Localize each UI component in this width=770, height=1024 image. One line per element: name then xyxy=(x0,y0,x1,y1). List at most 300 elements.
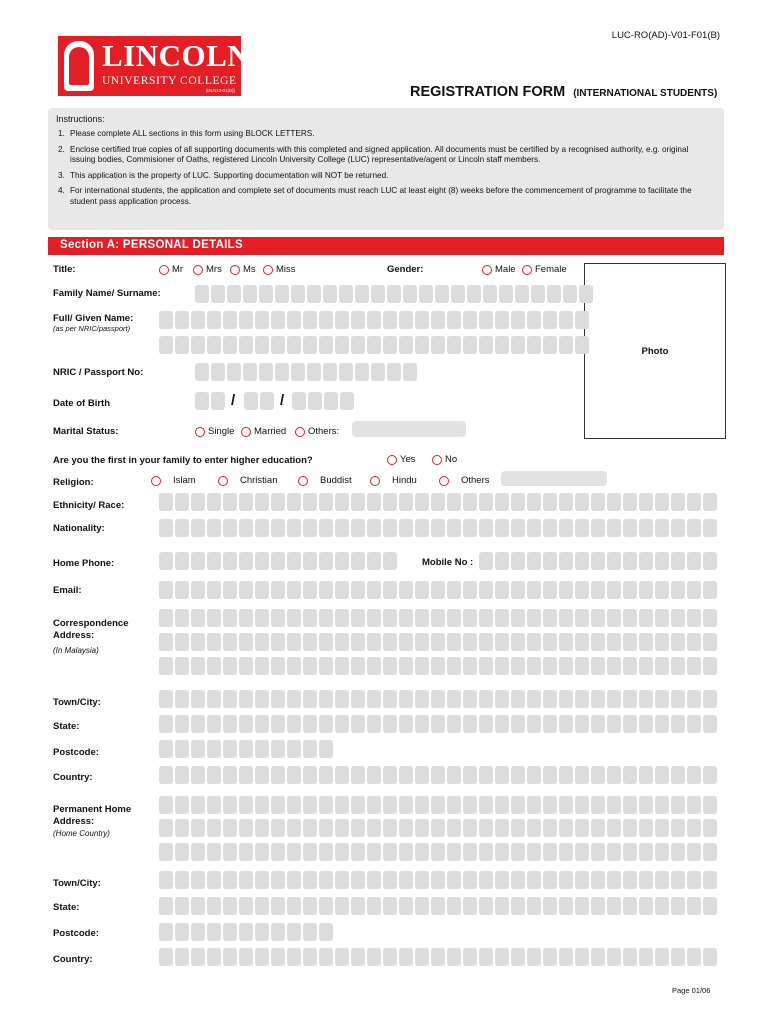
char-box[interactable] xyxy=(591,766,605,784)
char-box[interactable] xyxy=(308,392,322,410)
char-box[interactable] xyxy=(244,392,258,410)
char-box[interactable] xyxy=(271,609,285,627)
char-box[interactable] xyxy=(287,552,301,570)
char-box[interactable] xyxy=(207,493,221,511)
char-box[interactable] xyxy=(195,363,209,381)
char-box[interactable] xyxy=(559,690,573,708)
char-box[interactable] xyxy=(447,657,461,675)
char-box[interactable] xyxy=(607,519,621,537)
char-box[interactable] xyxy=(447,897,461,915)
char-box[interactable] xyxy=(303,766,317,784)
char-box[interactable] xyxy=(671,897,685,915)
char-box[interactable] xyxy=(655,633,669,651)
char-box[interactable] xyxy=(479,311,493,329)
char-box[interactable] xyxy=(527,871,541,889)
nationality-input[interactable] xyxy=(159,519,717,537)
char-box[interactable] xyxy=(591,871,605,889)
char-box[interactable] xyxy=(607,633,621,651)
char-box[interactable] xyxy=(495,336,509,354)
char-box[interactable] xyxy=(159,311,173,329)
char-box[interactable] xyxy=(415,819,429,837)
char-box[interactable] xyxy=(543,581,557,599)
char-box[interactable] xyxy=(175,948,189,966)
char-box[interactable] xyxy=(547,285,561,303)
char-box[interactable] xyxy=(159,871,173,889)
char-box[interactable] xyxy=(447,819,461,837)
char-box[interactable] xyxy=(527,552,541,570)
char-box[interactable] xyxy=(623,871,637,889)
full-name-input-line1[interactable] xyxy=(159,311,589,329)
char-box[interactable] xyxy=(415,336,429,354)
char-box[interactable] xyxy=(383,897,397,915)
char-box[interactable] xyxy=(447,581,461,599)
char-box[interactable] xyxy=(559,897,573,915)
char-box[interactable] xyxy=(255,336,269,354)
char-box[interactable] xyxy=(255,519,269,537)
char-box[interactable] xyxy=(431,657,445,675)
char-box[interactable] xyxy=(223,581,237,599)
char-box[interactable] xyxy=(511,581,525,599)
char-box[interactable] xyxy=(447,609,461,627)
char-box[interactable] xyxy=(191,766,205,784)
char-box[interactable] xyxy=(319,740,333,758)
char-box[interactable] xyxy=(271,552,285,570)
char-box[interactable] xyxy=(575,633,589,651)
char-box[interactable] xyxy=(255,796,269,814)
char-box[interactable] xyxy=(351,819,365,837)
char-box[interactable] xyxy=(671,843,685,861)
char-box[interactable] xyxy=(511,336,525,354)
gender-male-radio[interactable]: Male xyxy=(482,264,516,275)
char-box[interactable] xyxy=(239,897,253,915)
char-box[interactable] xyxy=(591,633,605,651)
char-box[interactable] xyxy=(639,690,653,708)
char-box[interactable] xyxy=(335,690,349,708)
char-box[interactable] xyxy=(271,843,285,861)
char-box[interactable] xyxy=(351,311,365,329)
char-box[interactable] xyxy=(479,948,493,966)
char-box[interactable] xyxy=(175,871,189,889)
char-box[interactable] xyxy=(175,581,189,599)
char-box[interactable] xyxy=(639,633,653,651)
char-box[interactable] xyxy=(623,715,637,733)
char-box[interactable] xyxy=(367,336,381,354)
char-box[interactable] xyxy=(207,923,221,941)
char-box[interactable] xyxy=(207,948,221,966)
char-box[interactable] xyxy=(703,715,717,733)
char-box[interactable] xyxy=(399,493,413,511)
char-box[interactable] xyxy=(463,311,477,329)
char-box[interactable] xyxy=(447,871,461,889)
permanent-address-line1[interactable] xyxy=(159,796,717,814)
char-box[interactable] xyxy=(239,715,253,733)
char-box[interactable] xyxy=(639,493,653,511)
char-box[interactable] xyxy=(239,843,253,861)
char-box[interactable] xyxy=(367,311,381,329)
char-box[interactable] xyxy=(575,897,589,915)
char-box[interactable] xyxy=(671,715,685,733)
char-box[interactable] xyxy=(463,609,477,627)
char-box[interactable] xyxy=(479,657,493,675)
char-box[interactable] xyxy=(575,493,589,511)
char-box[interactable] xyxy=(687,796,701,814)
char-box[interactable] xyxy=(239,740,253,758)
char-box[interactable] xyxy=(447,843,461,861)
char-box[interactable] xyxy=(351,796,365,814)
char-box[interactable] xyxy=(255,819,269,837)
char-box[interactable] xyxy=(191,633,205,651)
char-box[interactable] xyxy=(335,871,349,889)
char-box[interactable] xyxy=(335,633,349,651)
char-box[interactable] xyxy=(447,690,461,708)
char-box[interactable] xyxy=(287,843,301,861)
char-box[interactable] xyxy=(703,843,717,861)
char-box[interactable] xyxy=(511,633,525,651)
char-box[interactable] xyxy=(623,843,637,861)
char-box[interactable] xyxy=(207,819,221,837)
char-box[interactable] xyxy=(271,336,285,354)
char-box[interactable] xyxy=(671,796,685,814)
char-box[interactable] xyxy=(655,871,669,889)
char-box[interactable] xyxy=(367,897,381,915)
char-box[interactable] xyxy=(239,552,253,570)
char-box[interactable] xyxy=(323,363,337,381)
char-box[interactable] xyxy=(191,740,205,758)
char-box[interactable] xyxy=(479,609,493,627)
char-box[interactable] xyxy=(259,285,273,303)
char-box[interactable] xyxy=(687,715,701,733)
char-box[interactable] xyxy=(687,897,701,915)
char-box[interactable] xyxy=(287,740,301,758)
char-box[interactable] xyxy=(159,740,173,758)
char-box[interactable] xyxy=(175,633,189,651)
char-box[interactable] xyxy=(367,690,381,708)
char-box[interactable] xyxy=(207,871,221,889)
char-box[interactable] xyxy=(207,609,221,627)
char-box[interactable] xyxy=(159,843,173,861)
char-box[interactable] xyxy=(415,311,429,329)
char-box[interactable] xyxy=(607,493,621,511)
char-box[interactable] xyxy=(463,336,477,354)
char-box[interactable] xyxy=(543,796,557,814)
char-box[interactable] xyxy=(575,819,589,837)
corr-country-input[interactable] xyxy=(159,766,717,784)
char-box[interactable] xyxy=(271,923,285,941)
religion-others-input[interactable] xyxy=(501,471,607,486)
char-box[interactable] xyxy=(495,715,509,733)
char-box[interactable] xyxy=(703,519,717,537)
char-box[interactable] xyxy=(607,552,621,570)
char-box[interactable] xyxy=(271,657,285,675)
char-box[interactable] xyxy=(447,519,461,537)
char-box[interactable] xyxy=(303,740,317,758)
char-box[interactable] xyxy=(195,392,209,410)
char-box[interactable] xyxy=(399,581,413,599)
religion-others-radio[interactable]: Others xyxy=(439,475,490,486)
char-box[interactable] xyxy=(559,633,573,651)
char-box[interactable] xyxy=(623,519,637,537)
char-box[interactable] xyxy=(271,519,285,537)
char-box[interactable] xyxy=(623,581,637,599)
char-box[interactable] xyxy=(415,657,429,675)
char-box[interactable] xyxy=(383,690,397,708)
photo-box[interactable] xyxy=(584,263,726,439)
char-box[interactable] xyxy=(639,843,653,861)
char-box[interactable] xyxy=(559,948,573,966)
char-box[interactable] xyxy=(335,657,349,675)
char-box[interactable] xyxy=(399,766,413,784)
char-box[interactable] xyxy=(399,715,413,733)
char-box[interactable] xyxy=(367,519,381,537)
char-box[interactable] xyxy=(175,336,189,354)
char-box[interactable] xyxy=(655,843,669,861)
char-box[interactable] xyxy=(527,581,541,599)
char-box[interactable] xyxy=(543,897,557,915)
char-box[interactable] xyxy=(191,336,205,354)
char-box[interactable] xyxy=(340,392,354,410)
char-box[interactable] xyxy=(159,519,173,537)
char-box[interactable] xyxy=(431,796,445,814)
char-box[interactable] xyxy=(159,657,173,675)
char-box[interactable] xyxy=(303,796,317,814)
char-box[interactable] xyxy=(255,609,269,627)
char-box[interactable] xyxy=(335,897,349,915)
char-box[interactable] xyxy=(303,609,317,627)
char-box[interactable] xyxy=(319,581,333,599)
family-name-input[interactable] xyxy=(195,285,593,303)
char-box[interactable] xyxy=(287,819,301,837)
char-box[interactable] xyxy=(527,633,541,651)
char-box[interactable] xyxy=(239,871,253,889)
char-box[interactable] xyxy=(175,897,189,915)
char-box[interactable] xyxy=(239,311,253,329)
char-box[interactable] xyxy=(239,690,253,708)
char-box[interactable] xyxy=(495,609,509,627)
char-box[interactable] xyxy=(191,493,205,511)
char-box[interactable] xyxy=(335,311,349,329)
char-box[interactable] xyxy=(559,609,573,627)
char-box[interactable] xyxy=(367,843,381,861)
char-box[interactable] xyxy=(175,493,189,511)
char-box[interactable] xyxy=(307,285,321,303)
char-box[interactable] xyxy=(479,766,493,784)
char-box[interactable] xyxy=(303,552,317,570)
char-box[interactable] xyxy=(399,633,413,651)
religion-hindu-radio[interactable]: Hindu xyxy=(370,475,417,486)
char-box[interactable] xyxy=(527,715,541,733)
char-box[interactable] xyxy=(287,519,301,537)
char-box[interactable] xyxy=(335,581,349,599)
char-box[interactable] xyxy=(175,690,189,708)
char-box[interactable] xyxy=(399,336,413,354)
char-box[interactable] xyxy=(175,519,189,537)
char-box[interactable] xyxy=(671,519,685,537)
char-box[interactable] xyxy=(260,392,274,410)
char-box[interactable] xyxy=(511,657,525,675)
char-box[interactable] xyxy=(687,871,701,889)
char-box[interactable] xyxy=(495,871,509,889)
char-box[interactable] xyxy=(463,493,477,511)
char-box[interactable] xyxy=(639,871,653,889)
char-box[interactable] xyxy=(687,552,701,570)
char-box[interactable] xyxy=(559,552,573,570)
char-box[interactable] xyxy=(287,948,301,966)
char-box[interactable] xyxy=(563,285,577,303)
permanent-address-line3[interactable] xyxy=(159,843,717,861)
char-box[interactable] xyxy=(223,871,237,889)
char-box[interactable] xyxy=(543,871,557,889)
char-box[interactable] xyxy=(655,609,669,627)
char-box[interactable] xyxy=(335,715,349,733)
char-box[interactable] xyxy=(607,581,621,599)
char-box[interactable] xyxy=(271,948,285,966)
char-box[interactable] xyxy=(335,796,349,814)
char-box[interactable] xyxy=(703,897,717,915)
char-box[interactable] xyxy=(431,948,445,966)
char-box[interactable] xyxy=(479,871,493,889)
char-box[interactable] xyxy=(671,581,685,599)
char-box[interactable] xyxy=(527,657,541,675)
char-box[interactable] xyxy=(495,493,509,511)
char-box[interactable] xyxy=(323,285,337,303)
mobile-input[interactable] xyxy=(479,552,717,570)
char-box[interactable] xyxy=(623,633,637,651)
char-box[interactable] xyxy=(575,336,589,354)
char-box[interactable] xyxy=(463,819,477,837)
char-box[interactable] xyxy=(435,285,449,303)
char-box[interactable] xyxy=(639,766,653,784)
char-box[interactable] xyxy=(515,285,529,303)
char-box[interactable] xyxy=(415,519,429,537)
char-box[interactable] xyxy=(511,493,525,511)
char-box[interactable] xyxy=(543,715,557,733)
char-box[interactable] xyxy=(687,609,701,627)
char-box[interactable] xyxy=(415,871,429,889)
char-box[interactable] xyxy=(159,897,173,915)
char-box[interactable] xyxy=(239,493,253,511)
char-box[interactable] xyxy=(703,633,717,651)
char-box[interactable] xyxy=(607,715,621,733)
char-box[interactable] xyxy=(383,581,397,599)
char-box[interactable] xyxy=(687,493,701,511)
char-box[interactable] xyxy=(255,897,269,915)
char-box[interactable] xyxy=(367,657,381,675)
char-box[interactable] xyxy=(383,657,397,675)
char-box[interactable] xyxy=(703,819,717,837)
char-box[interactable] xyxy=(399,843,413,861)
char-box[interactable] xyxy=(575,609,589,627)
char-box[interactable] xyxy=(559,715,573,733)
char-box[interactable] xyxy=(255,690,269,708)
marital-others-input[interactable] xyxy=(352,421,466,437)
char-box[interactable] xyxy=(367,581,381,599)
char-box[interactable] xyxy=(223,766,237,784)
char-box[interactable] xyxy=(351,715,365,733)
char-box[interactable] xyxy=(175,311,189,329)
char-box[interactable] xyxy=(303,871,317,889)
char-box[interactable] xyxy=(367,766,381,784)
char-box[interactable] xyxy=(543,766,557,784)
char-box[interactable] xyxy=(383,633,397,651)
corr-town-input[interactable] xyxy=(159,690,717,708)
char-box[interactable] xyxy=(399,690,413,708)
char-box[interactable] xyxy=(399,609,413,627)
char-box[interactable] xyxy=(191,871,205,889)
char-box[interactable] xyxy=(671,633,685,651)
char-box[interactable] xyxy=(511,819,525,837)
char-box[interactable] xyxy=(239,796,253,814)
char-box[interactable] xyxy=(591,715,605,733)
char-box[interactable] xyxy=(703,657,717,675)
char-box[interactable] xyxy=(495,552,509,570)
char-box[interactable] xyxy=(191,690,205,708)
char-box[interactable] xyxy=(447,715,461,733)
religion-islam-radio[interactable]: Islam xyxy=(151,475,196,486)
first-in-family-yes-radio[interactable]: Yes xyxy=(387,454,416,465)
char-box[interactable] xyxy=(351,948,365,966)
char-box[interactable] xyxy=(527,897,541,915)
marital-others-radio[interactable]: Others: xyxy=(295,426,339,437)
char-box[interactable] xyxy=(703,796,717,814)
perm-state-input[interactable] xyxy=(159,897,717,915)
char-box[interactable] xyxy=(211,285,225,303)
char-box[interactable] xyxy=(255,633,269,651)
char-box[interactable] xyxy=(207,715,221,733)
char-box[interactable] xyxy=(207,311,221,329)
char-box[interactable] xyxy=(655,796,669,814)
char-box[interactable] xyxy=(543,843,557,861)
char-box[interactable] xyxy=(207,657,221,675)
char-box[interactable] xyxy=(287,657,301,675)
char-box[interactable] xyxy=(431,766,445,784)
char-box[interactable] xyxy=(463,690,477,708)
char-box[interactable] xyxy=(339,285,353,303)
char-box[interactable] xyxy=(511,796,525,814)
char-box[interactable] xyxy=(527,519,541,537)
char-box[interactable] xyxy=(319,715,333,733)
char-box[interactable] xyxy=(319,519,333,537)
char-box[interactable] xyxy=(371,363,385,381)
char-box[interactable] xyxy=(255,552,269,570)
char-box[interactable] xyxy=(639,519,653,537)
char-box[interactable] xyxy=(703,948,717,966)
char-box[interactable] xyxy=(543,819,557,837)
char-box[interactable] xyxy=(207,552,221,570)
char-box[interactable] xyxy=(447,493,461,511)
char-box[interactable] xyxy=(351,657,365,675)
char-box[interactable] xyxy=(303,923,317,941)
char-box[interactable] xyxy=(399,819,413,837)
char-box[interactable] xyxy=(415,609,429,627)
char-box[interactable] xyxy=(607,796,621,814)
char-box[interactable] xyxy=(383,796,397,814)
char-box[interactable] xyxy=(303,819,317,837)
char-box[interactable] xyxy=(351,690,365,708)
char-box[interactable] xyxy=(191,715,205,733)
char-box[interactable] xyxy=(287,581,301,599)
char-box[interactable] xyxy=(623,948,637,966)
char-box[interactable] xyxy=(479,519,493,537)
char-box[interactable] xyxy=(399,897,413,915)
char-box[interactable] xyxy=(239,657,253,675)
char-box[interactable] xyxy=(319,871,333,889)
char-box[interactable] xyxy=(607,766,621,784)
char-box[interactable] xyxy=(223,311,237,329)
char-box[interactable] xyxy=(559,871,573,889)
char-box[interactable] xyxy=(543,311,557,329)
char-box[interactable] xyxy=(383,609,397,627)
char-box[interactable] xyxy=(255,311,269,329)
